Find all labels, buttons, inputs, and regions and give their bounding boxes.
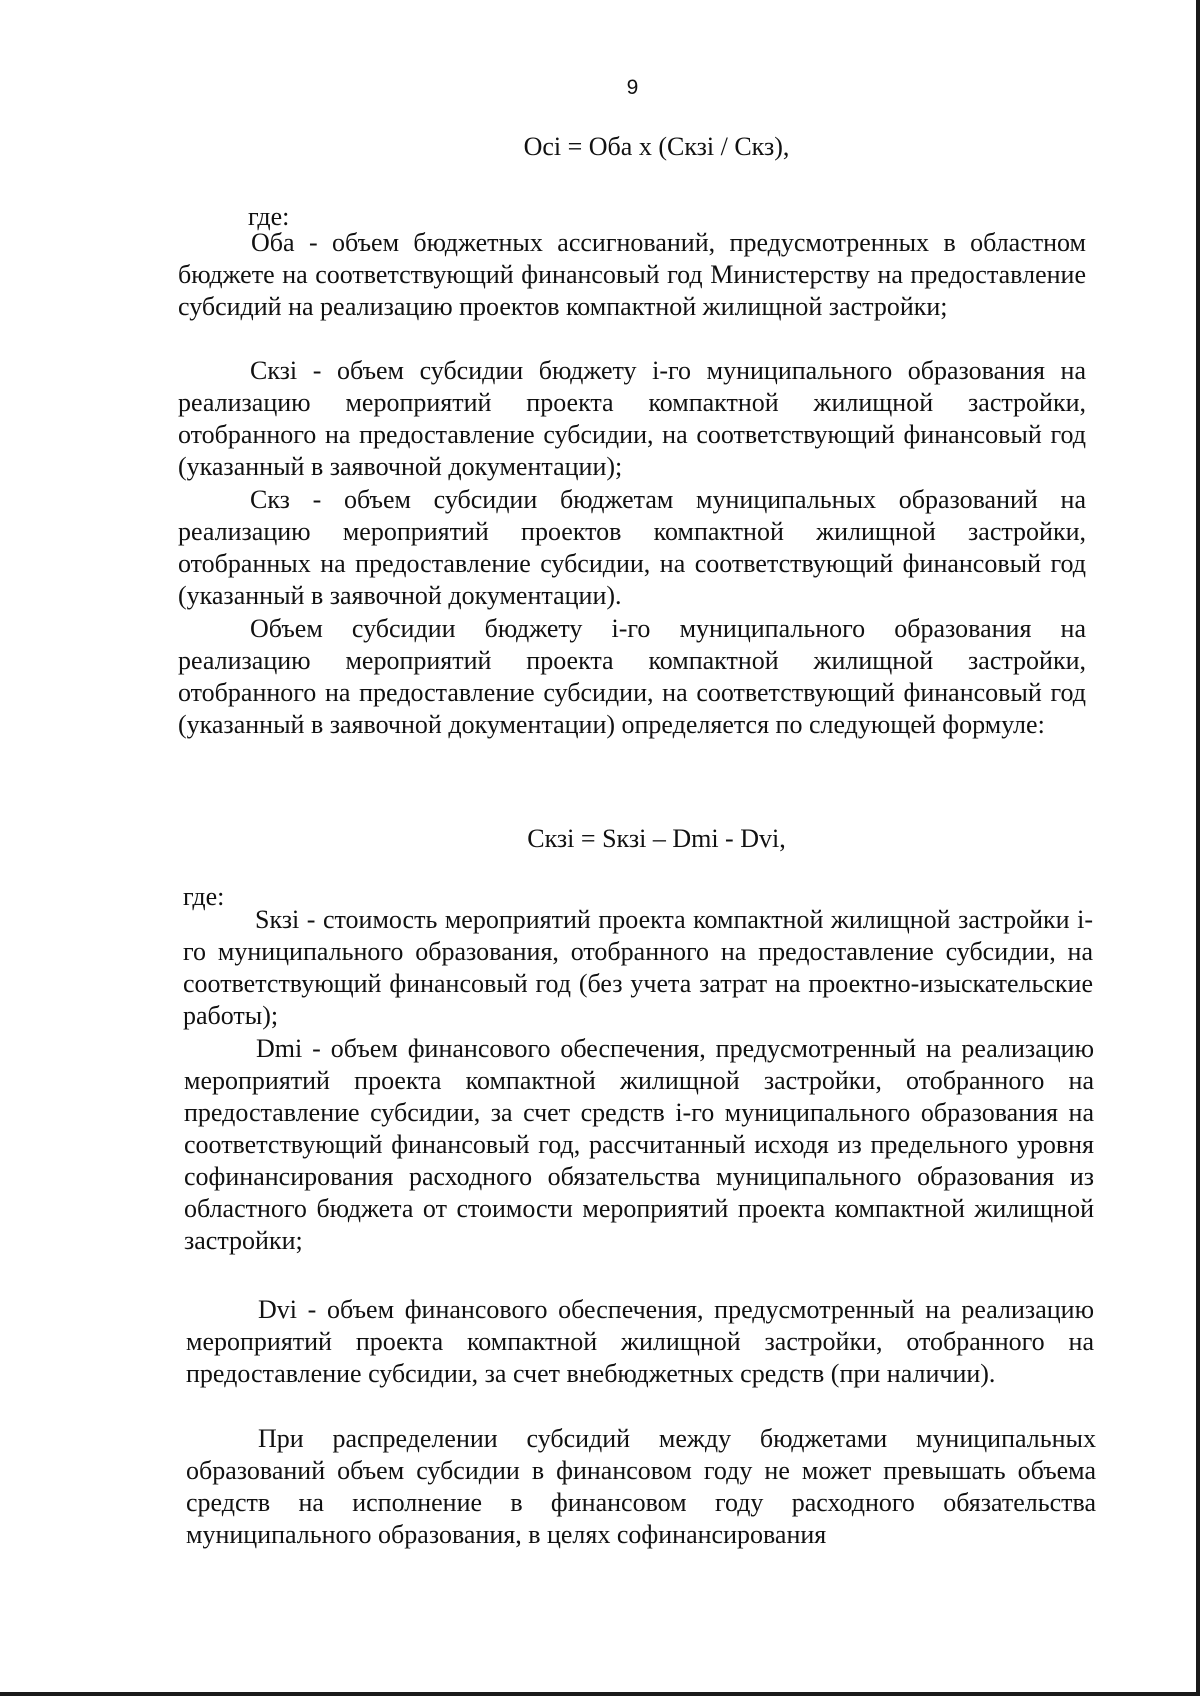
definition-oba: Оба - объем бюджетных ассигнований, предусмотренных в областном бюджете на соответствующий финансовый год Министерству на предоставление субсидий на реализацию проектов компактной жилищной застройки; <box>178 228 1086 321</box>
formula-osi: Осi = Оба х (Скзi / Скз), <box>523 132 790 161</box>
definition-skzi: Скзi - объем субсидии бюджету i-го муниципального образования на реализацию мероприятий проекта компактной жилищной застройки, отобранного на предоставление субсидии, на соответствующий финансовый год (указанный в заявочной документации); <box>178 356 1086 481</box>
formula-skzi: Скзi = Sкзi – Dmi - Dvi, <box>527 824 786 853</box>
definition-dvi: Dvi - объем финансового обеспечения, предусмотренный на реализацию мероприятий проекта компактной жилищной застройки, отобранного на предоставление субсидии, за счет внебюджетных средств (при наличии). <box>186 1295 1094 1388</box>
where-label-1: где: <box>248 202 290 231</box>
paragraph-subsidy-volume: Объем субсидии бюджету i-го муниципального образования на реализацию мероприятий проекта компактной жилищной застройки, отобранного на предоставление субсидии, на соответствующий финансовый год (указанный в заявочной документации) определяется по следующей формуле: <box>178 614 1086 739</box>
definition-dmi: Dmi - объем финансового обеспечения, предусмотренный на реализацию мероприятий проекта компактной жилищной застройки, отобранного на предоставление субсидии, за счет средств i-го муниципального образования на соответствующий финансовый год, рассчитанный исходя из предельного уровня софинансирования расходного обязательства муниципального образования из областного бюджета от стоимости мероприятий проекта компактной жилищной застройки; <box>184 1034 1094 1255</box>
definition-skz: Скз - объем субсидии бюджетам муниципальных образований на реализацию мероприятий проектов компактной жилищной застройки, отобранных на предоставление субсидии, на соответствующий финансовый год (указанный в заявочной документации). <box>178 485 1086 610</box>
page-number: 9 <box>626 76 639 99</box>
definition-sk-zi: Sкзi - стоимость мероприятий проекта компактной жилищной застройки i-го муниципального образования, отобранного на предоставление субсидии, на соответствующий финансовый год (без учета затрат на проектно-изыскательские работы); <box>183 905 1093 1030</box>
paragraph-distribution: При распределении субсидий между бюджетами муниципальных образований объем субсидии в финансовом году не может превышать объема средств на исполнение в финансовом году расходного обязательства муниципального образования, в целях софинансирования <box>186 1424 1096 1549</box>
where-label-2: где: <box>183 882 225 911</box>
scan-edge-bottom <box>0 1692 1200 1696</box>
